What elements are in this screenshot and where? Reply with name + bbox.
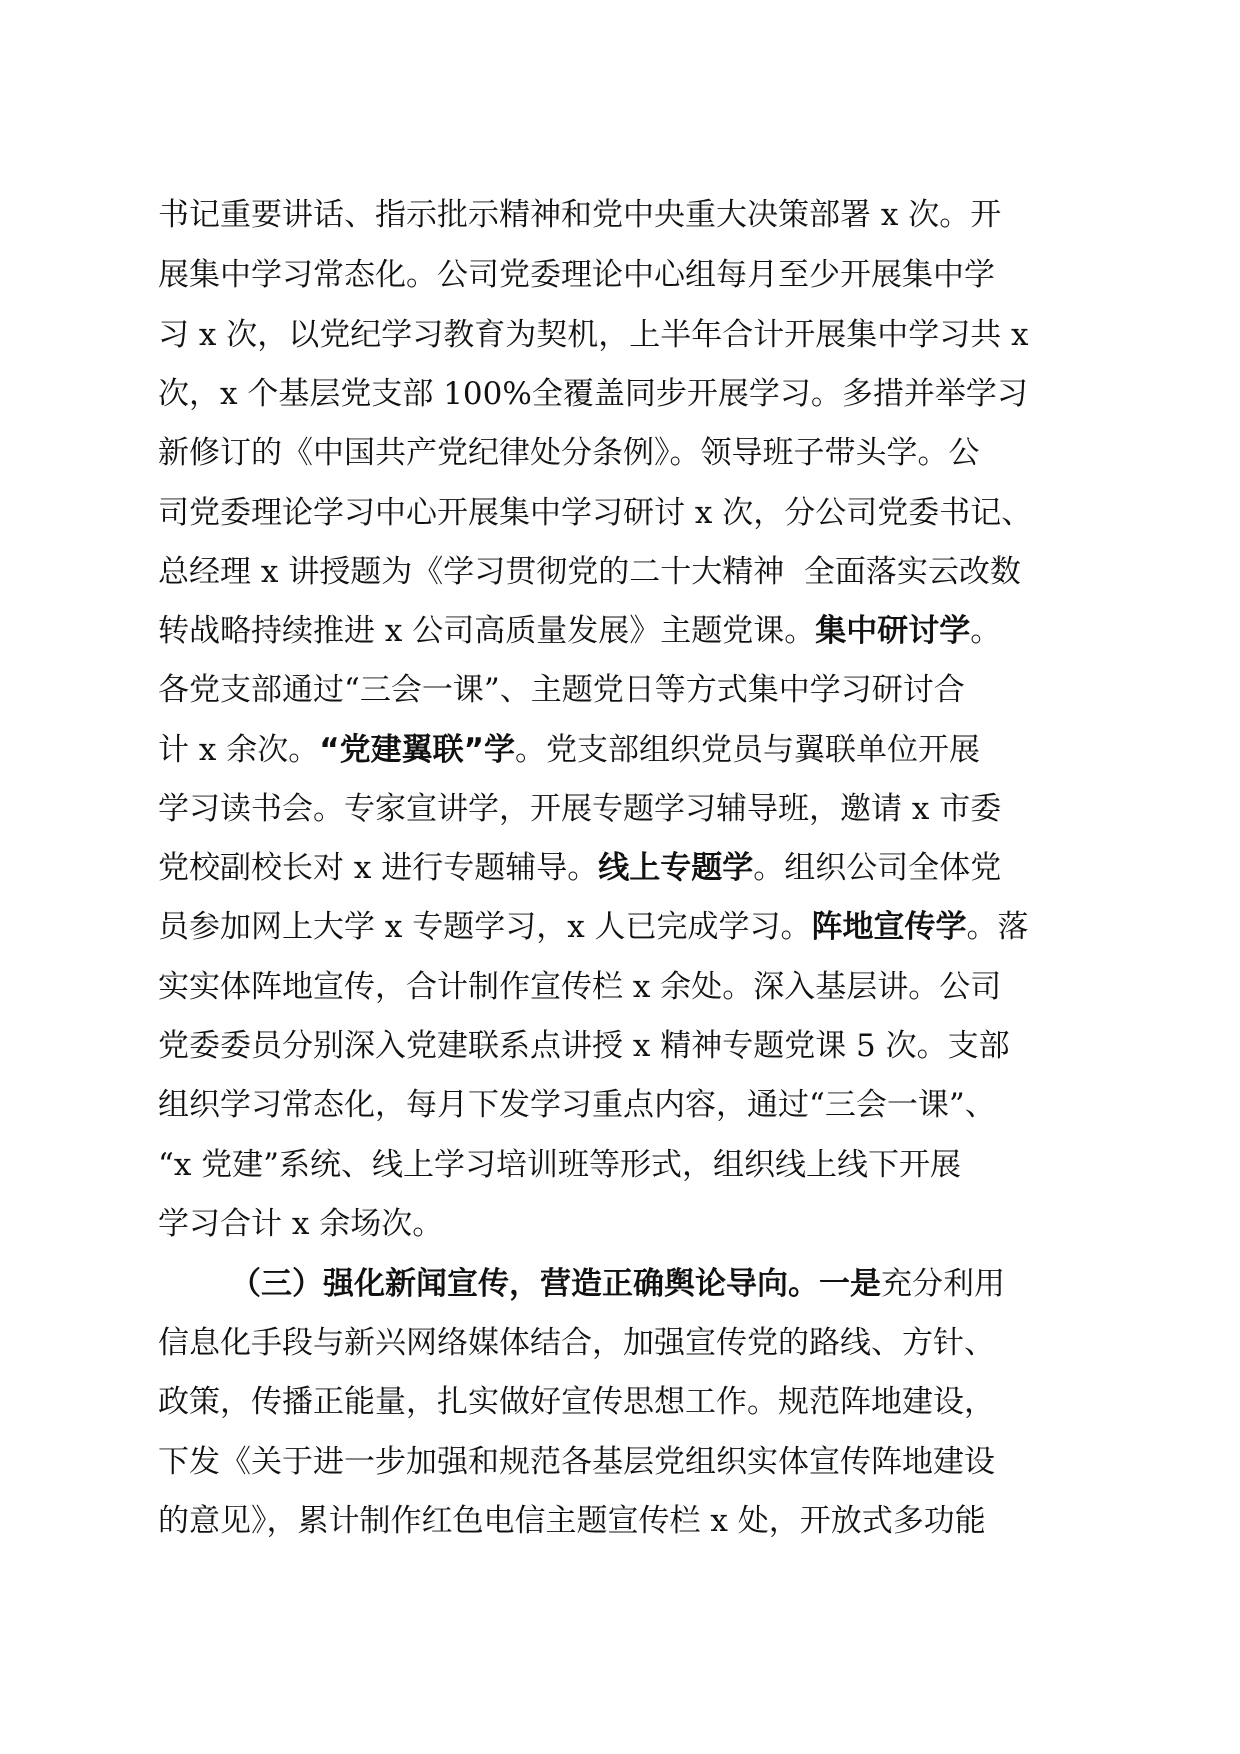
text-segment: 实实体阵地宣传，合计制作宣传栏 x 余处。深入基层讲。公司 [158,969,1002,1005]
text-line [158,1199,443,1249]
text-segment: 。落 [966,909,1029,945]
text-segment: 次，x 个基层党支部 100%全覆盖同步开展学习。多措并举学习 [158,376,1028,412]
text-segment: 各党支部通过“三会一课”、主题党日等方式集中学习研讨合 [158,672,965,708]
text-segment: “x 党建”系统、线上学习培训班等形式，组织线上线下开展 [158,1147,962,1183]
text-line [158,665,965,715]
text-line [158,369,1028,419]
text-segment: 的意见》，累计制作红色电信主题宣传栏 x 处，开放式多功能 [158,1503,986,1539]
text-line [158,1377,995,1427]
text-segment: 党校副校长对 x 进行专题辅导。 [158,850,599,886]
text-segment: 党委委员分别深入党建联系点讲授 x 精神专题党课 5 次。支部 [158,1028,1010,1064]
text-segment: 。组织公司全体党 [753,850,1002,886]
text-segment: 下发《关于进一步加强和规范各基层党组织实体宣传阵地建设 [158,1444,995,1480]
text-line [158,1080,996,1130]
text-segment: 转战略持续推进 x 公司高质量发展》主题党课。 [158,613,816,649]
text-segment: 政策，传播正能量，扎实做好宣传思想工作。规范阵地建设， [158,1384,995,1420]
text-line [158,843,1001,893]
text-segment: 计 x 余次。 [158,732,320,768]
text-line [158,725,980,775]
bold-text-segment: “党建翼联”学 [319,732,515,768]
text-line [158,902,1029,952]
text-segment: 充分利用 [881,1266,1005,1302]
text-line [158,310,1029,360]
text-line [158,784,1001,834]
text-line [158,1437,995,1487]
text-segment: 司党委理论学习中心开展集中学习研讨 x 次，分公司党委书记、 [158,495,1033,531]
text-segment: 信息化手段与新兴网络媒体结合，加强宣传党的路线、方针、 [158,1325,995,1361]
text-line [158,1021,1010,1071]
text-line [158,1140,961,1190]
text-line [158,606,1001,656]
text-segment: 展集中学习常态化。公司党委理论中心组每月至少开展集中学 [158,257,995,293]
text-segment: 总经理 x 讲授题为《学习贯彻党的二十大精神 全面落实云改数 [158,554,1021,590]
text-line [230,1259,1005,1309]
bold-text-segment: （三）强化新闻宣传，营造正确舆论导向。一是 [230,1266,881,1302]
text-segment: 学习合计 x 余场次。 [158,1206,444,1242]
text-segment: 组织学习常态化，每月下发学习重点内容，通过“三会一课”、 [158,1087,996,1123]
text-segment: 书记重要讲话、指示批示精神和党中央重大决策部署 x 次。开 [158,197,1002,233]
text-line [158,190,1001,240]
text-line [158,250,995,300]
text-segment: 习 x 次，以党纪学习教育为契机，上半年合计开展集中学习共 x [158,317,1029,353]
text-line [158,962,1001,1012]
text-line [158,1496,986,1546]
bold-text-segment: 阵地宣传学 [811,909,967,945]
text-line [158,547,1021,597]
text-line [158,428,980,478]
text-segment: 新修订的《中国共产党纪律处分条例》。领导班子带头学。公 [158,435,980,471]
text-segment: 员参加网上大学 x 专题学习，x 人已完成学习。 [158,909,812,945]
bold-text-segment: 集中研讨学 [815,613,971,649]
text-segment: 。党支部组织党员与翼联单位开展 [514,732,980,768]
text-line [158,488,1032,538]
text-line [158,1318,995,1368]
text-segment: 。 [970,613,1002,649]
text-segment: 学习读书会。专家宣讲学，开展专题学习辅导班，邀请 x 市委 [158,791,1002,827]
bold-text-segment: 线上专题学 [598,850,754,886]
